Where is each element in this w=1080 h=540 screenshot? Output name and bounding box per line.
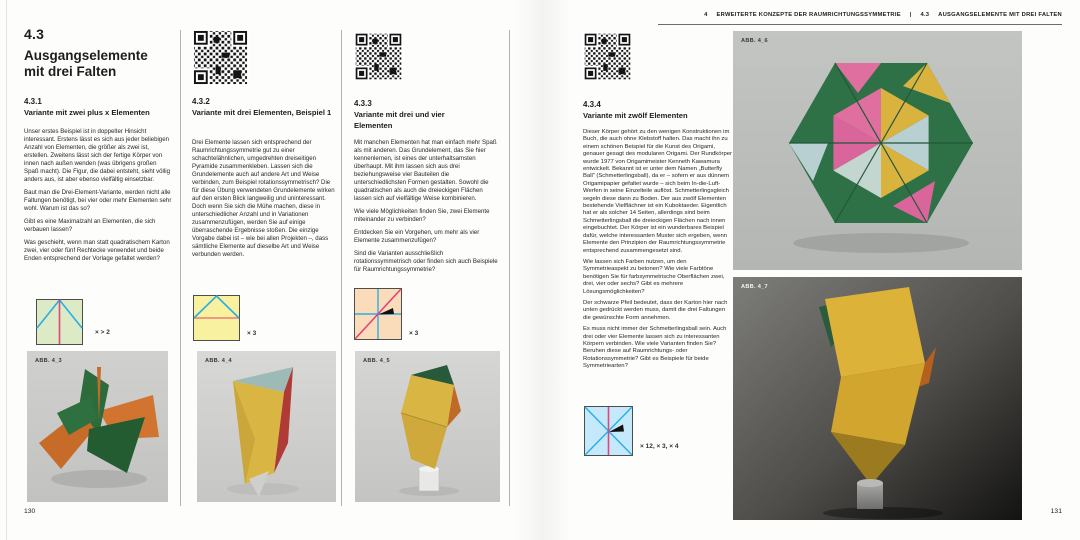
fold-diagram-3 [354,288,402,340]
running-header-rule [658,24,1062,25]
paragraph: Dieser Körper gehört zu den wenigen Konstruktionen im Buch, die auch ohne Klebstoff halten. Das macht ihn zu einem schönen Beispiel für die Kunst des Origami, genauer gesagt des modularen Origami. Der Rundkörper wurde 1977 von Origamimeister Kenneth Kawamura entwickelt. Bekannt ist er unter dem Namen „Butterfly Ball“ (Schmetterlingsball), da er – sofern er aus dünnem Origamipapier gefaltet wurde – sich beim In-die-Luft-Werfen in seine Einzelteile auflöst. Schmetterlingsgleich segeln diese dann zu Boden. Der aus zwölf Elementen bestehende Vielflächner ist ein Kuboktaeder. Eigentlich hat er als solcher 14 Seiten, allerdings sind beim Schmetterlingsball die dreieckigen Flächen nach innen eingebuchtet. Der Körper ist ein wunderbares Beispiel dafür, welche interessanten Muster sich ergeben, wenn Elemente den Prinzipien der Raumrichtungssymmetrie entsprechend zusammengesetzt sind. [583,129,732,254]
section-heading-4-3-2 [192,97,338,119]
paragraph: Baut man die Drei-Element-Variante, werden nicht alle Faltungen benötigt, bei vier oder mehr Elementen sehr wohl. Warum ist das so? [24,189,172,212]
fold-diagram-1 [36,299,83,345]
paragraph: Drei Elemente lassen sich entsprechend der Raumrichtungssymmetrie gut zu einer schachtelähnlichen, umgedrehten dreiseitigen Pyramide zusammenkleben. Lassen sich die Grundelemente auch auf andere Art und Weise verbinden, zum Beispiel rotationssymmetrisch? Die für diese Übung verwendeten Grundelemente wirken auf den ersten Blick langweilig und uninteressant. Doch wenn Sie sich die Mühe machen, diese in unterschiedlicher Anzahl und in Variationen zusammenzufügen, werden Sie auf einige überraschende Ergebnisse stoßen. Die einzige Vorgabe dabei ist – wie bei allen Projekten –, dass sämtliche Elemente auf dieselbe Art und Weise verbunden werden. [192,139,335,258]
diagram-label: × 3 [409,330,419,337]
paragraph: Sind die Varianten ausschließlich rotationssymmetrisch oder finden sich auch Beispiele für Raumrichtungssymmetrie? [354,250,498,273]
figure-abb-4-3 [27,351,168,502]
paragraph: Entdecken Sie ein Vorgehen, um mehr als vier Elemente zusammenzufügen? [354,229,480,244]
section-title: Variante mit zwei plus x Elementen [24,108,150,117]
section-number: 4.3.1 [24,97,42,106]
page-number-right: 131 [1050,508,1062,515]
paragraph: Mit manchen Elementen hat man einfach mehr Spaß als mit anderen. Das Grundelement, das Sie hier kennenlernen, ist eines der unterhaltsamsten überhaupt. Mit ihm lassen sich aus drei beziehungsweise vier Bauteilen die unterschiedlichsten Formen gestalten. Sowohl die quadratischen als auch die dreieckigen Flächen lassen sich auf vielfältige Weise kombinieren. [354,139,497,202]
paragraph: Was geschieht, wenn man statt quadratischem Karton zwei, vier oder fünf Rechtecke verwendet und beide Enden entsprechend der Vorlage gefaltet werden? [24,239,170,262]
fold-diagram-2 [193,295,240,341]
diagram-label: × > 2 [95,329,110,336]
section-title: Variante mit drei Elementen, Beispiel 1 [192,108,332,117]
section-heading-4-3-4 [583,100,733,122]
figure-label: ABB. 4_7 [741,284,768,290]
origami-photo [355,351,500,502]
paragraph: Gibt es eine Maximalzahl an Elementen, die sich verbauen lassen? [24,218,156,233]
running-header [658,12,1062,18]
butterfly-ball-photo [733,31,1022,270]
figure-abb-4-7 [733,277,1022,520]
origami-photo [27,351,168,502]
diagram-label: × 12, × 3, × 4 [640,443,679,450]
figure-abb-4-5 [355,351,500,502]
section-text-4-3-2 [192,139,338,264]
running-header-chapter-label: ERWEITERTE KONZEPTE DER RAUMRICHTUNGSSYMMETRIE [716,12,901,18]
figure-label: ABB. 4_3 [35,358,62,364]
section-heading-4-3-3 [354,99,484,131]
qr-code [192,29,249,86]
column-divider [180,30,181,506]
section-text-4-3-1 [24,128,172,268]
section-text-4-3-3 [354,139,502,279]
fold-diagram-4 [584,406,633,456]
paragraph: Unser erstes Beispiel ist in doppelter Hinsicht interessant. Erstens lässt es sich aus jeder beliebigen Anzahl von Elementen, die größer als zwei ist, erstellen. Zweitens lässt sich der fertige Körper von innen nach außen wenden (was übrigens großen Spaß macht). Die Figur, die dabei entsteht, sieht völlig anders aus, ist aber ebenso vielfältig einsetzbar. [24,128,170,183]
chapter-number: 4.3 [24,26,45,42]
section-number: 4.3.2 [192,97,210,106]
figure-label: ABB. 4_6 [741,38,768,44]
section-title: Variante mit zwölf Elementen [583,111,688,120]
qr-code [354,32,403,81]
column-divider [509,30,510,506]
figure-abb-4-4 [197,351,336,502]
paragraph: Es muss nicht immer der Schmetterlingsball sein. Auch drei oder vier Elemente lassen sich zu interessanten Körpern verbinden. Wie viele Varianten finden Sie? Beruhen diese auf Raumrichtungs- oder Rotationssymmetrie? Gibt es Beispiele für beide Symmetriearten? [583,326,727,370]
paragraph: Der schwarze Pfeil bedeutet, dass der Karton hier nach unten gedrückt werden muss, damit die drei Faltungen die gewünschte Form annehmen. [583,299,728,321]
diagram-label: × 3 [247,330,257,337]
column-divider [341,30,342,506]
chapter-title: Ausgangselemente mit drei Falten [24,48,148,79]
figure-abb-4-6 [733,31,1022,270]
running-header-chapter-no: 4 [704,12,708,18]
running-header-separator: | [909,12,912,18]
running-header-section-no: 4.3 [920,12,930,18]
page-number-left: 130 [24,508,36,515]
section-text-4-3-4 [583,129,733,375]
section-title: Variante mit drei und vier Elementen [354,110,445,130]
figure-label: ABB. 4_4 [205,358,232,364]
section-number: 4.3.3 [354,99,372,108]
figure-label: ABB. 4_5 [363,358,390,364]
origami-sculpture-photo [733,277,1022,520]
running-header-section-label: AUSGANGSELEMENTE MIT DREI FALTEN [938,12,1062,18]
qr-code [583,32,632,81]
paragraph: Wie viele Möglichkeiten finden Sie, zwei Elemente miteinander zu verbinden? [354,208,490,223]
origami-photo [197,351,336,502]
page-gutter [515,0,571,540]
page-edge [6,0,7,540]
paragraph: Wie lassen sich Farben nutzen, um den Symmetrieaspekt zu betonen? Wie viele Farbtöne benötigen Sie für farbsymmetrische Oberflächen zwei, drei, vier oder sechs? Gibt es mehrere Lösungsmöglichkeiten? [583,258,725,295]
section-heading-4-3-1 [24,97,174,119]
section-number: 4.3.4 [583,100,601,109]
chapter-heading [24,26,158,80]
